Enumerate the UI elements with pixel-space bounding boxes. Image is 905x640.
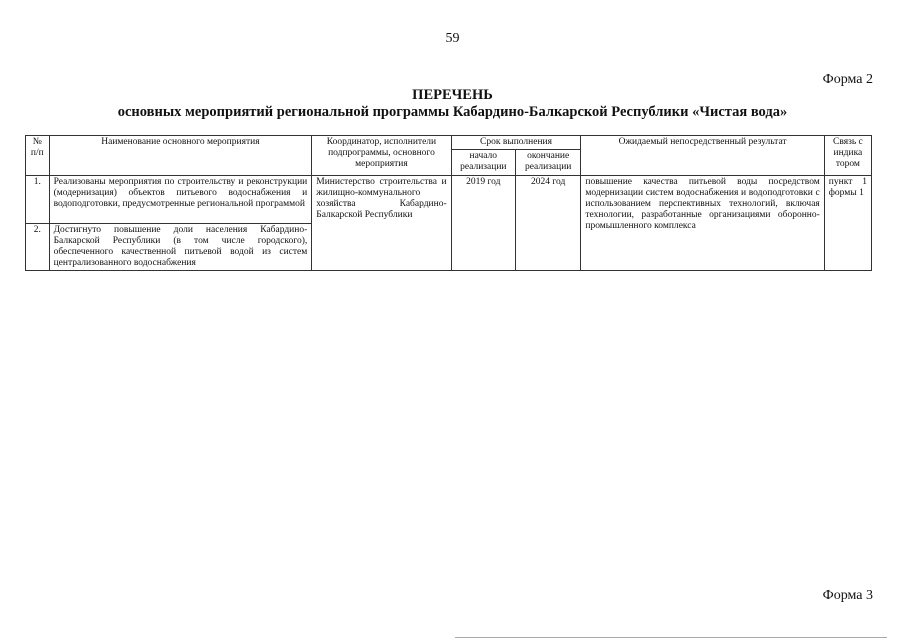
form-2-label: Форма 2 [822, 72, 873, 87]
header-result: Ожидаемый непосредственный результат [581, 136, 824, 176]
row-num: 1. [26, 175, 50, 223]
row-link: пункт 1 формы 1 [824, 175, 871, 271]
header-num: № п/п [26, 136, 50, 176]
header-start: начало реализации [451, 150, 515, 175]
activities-table [25, 135, 872, 271]
form-3-label: Форма 3 [822, 588, 873, 603]
header-end: окончание реализации [515, 150, 580, 175]
table-header-row [26, 136, 872, 150]
document-subtitle: основных мероприятий региональной программы Кабардино-Балкарской Республики «Чистая вода» [117, 104, 788, 120]
row-start: 2019 год [451, 175, 515, 271]
header-link: Связь с индика тором [824, 136, 871, 176]
row-coordinator: Министерство строительства и жилищно-коммунального хозяйства Кабардино-Балкарской Республики [312, 175, 451, 271]
row-end: 2024 год [515, 175, 580, 271]
header-name: Наименование основного мероприятия [49, 136, 312, 176]
document-title: ПЕРЕЧЕНЬ [412, 87, 493, 103]
page-number: 59 [445, 31, 460, 46]
row-activity-name: Реализованы мероприятия по строительству и реконструкции (модернизация) объектов питьевого водоснабжения и водоподготовки, предусмотренные региональной программой [49, 175, 312, 223]
header-coordinator: Координатор, исполнители подпрограммы, основного мероприятия [312, 136, 451, 176]
header-term: Срок выполнения [451, 136, 581, 150]
page-bottom-divider [455, 637, 887, 638]
row-result: повышение качества питьевой воды посредством модернизации систем водоснабжения и водоподготовки с использованием перспективных технологий, включая технологии, разработанные организациями оборонно-промышленного комплекса [581, 175, 824, 271]
row-num: 2. [26, 223, 50, 271]
table-row [26, 175, 872, 223]
row-activity-name: Достигнуто повышение доли населения Кабардино-Балкарской Республики (в том числе городского), обеспеченного качественной питьевой водой из систем централизованного водоснабжения [49, 223, 312, 271]
